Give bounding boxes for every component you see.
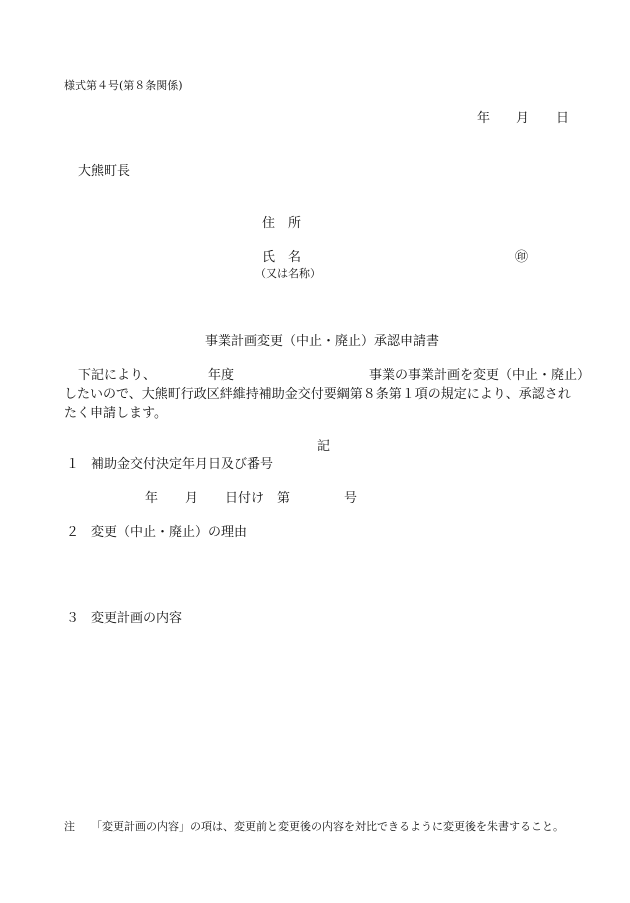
- decision-dai-label: 第: [277, 491, 291, 506]
- date-day-label: 日: [556, 111, 570, 126]
- date-year-label: 年: [477, 111, 491, 126]
- address-label: 住 所: [262, 216, 302, 231]
- decision-month-label: 月: [185, 491, 199, 506]
- decision-day-label: 日付け: [225, 491, 265, 506]
- decision-year-label: 年: [145, 491, 159, 506]
- body-line1-fiscal-year: 年度: [208, 368, 235, 383]
- item-label: 変更（中止・廃止）の理由: [91, 525, 248, 540]
- footnote-label: 注: [64, 820, 75, 833]
- document-title: 事業計画変更（中止・廃止）承認申請書: [205, 334, 440, 349]
- addressee: 大熊町長: [78, 164, 131, 179]
- ki-heading: 記: [317, 439, 331, 454]
- body-line2: したいので、大熊町行政区絆維持補助金交付要綱第８条第１項の規定により、承認され: [64, 387, 571, 402]
- body-line3: たく申請します。: [64, 406, 167, 421]
- item-label: 変更計画の内容: [91, 611, 183, 626]
- seal-mark: ㊞: [515, 250, 529, 265]
- item-number: １: [66, 457, 80, 472]
- date-month-label: 月: [516, 111, 530, 126]
- item-number: ３: [66, 611, 80, 626]
- name-label: 氏 名: [262, 250, 302, 265]
- body-line1-start: 下記により、: [78, 368, 157, 383]
- name-note: （又は名称）: [255, 267, 321, 280]
- item-number: ２: [66, 525, 80, 540]
- decision-go-label: 号: [344, 491, 358, 506]
- form-number: 様式第４号(第８条関係): [64, 79, 183, 92]
- item-label: 補助金交付決定年月日及び番号: [91, 457, 274, 472]
- body-line1-end: 事業の事業計画を変更（中止・廃止）: [369, 368, 591, 383]
- footnote-text: 「変更計画の内容」の項は、変更前と変更後の内容を対比できるように変更後を朱書すること。: [91, 820, 564, 833]
